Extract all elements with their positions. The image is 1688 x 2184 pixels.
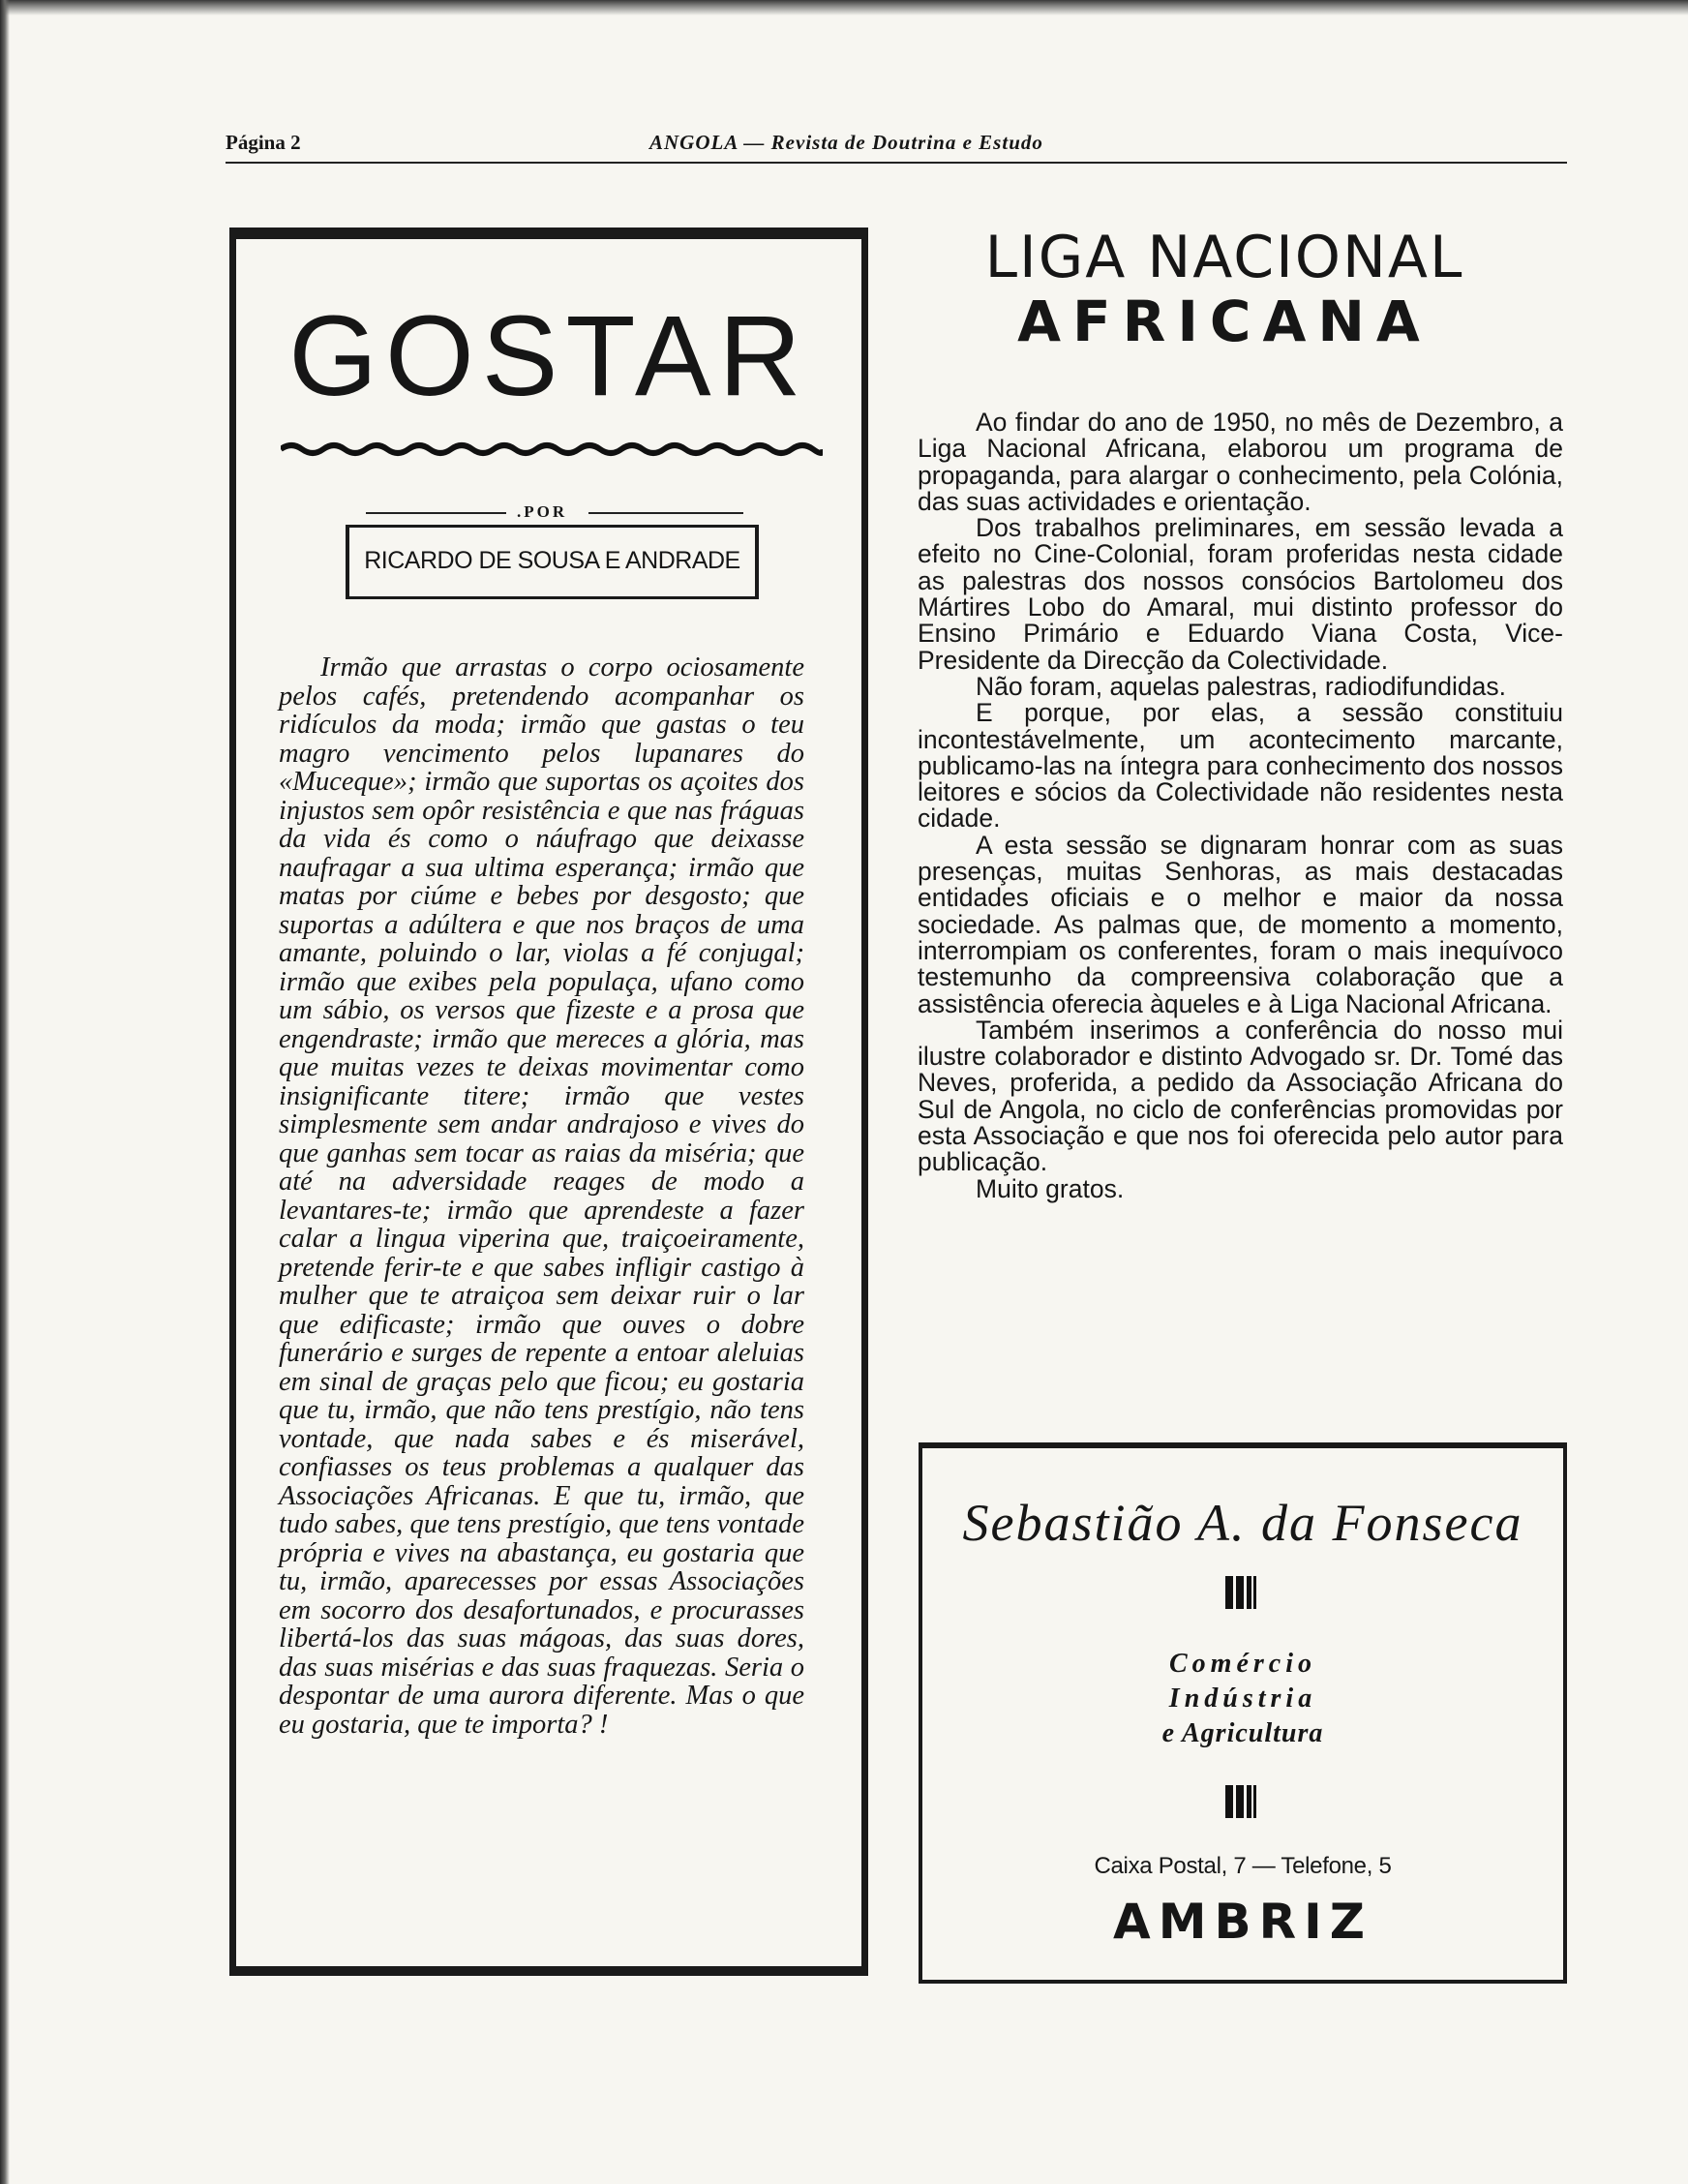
page-header [226,129,1567,164]
gostar-article-box [229,228,868,1976]
paragraph: Muito gratos. [976,1173,1125,1203]
paragraph: Também inserimos a conferência do nosso mui ilustre colaborador e distinto Advogado sr. Dr. Tomé das Neves, proferida, a pedido da Associação Africana do Sul de Angola, no ciclo de conferências promovidas por esta Associação e que nos foi oferecida pelo autor para publicação. [918,1015,1563,1177]
business-lines [922,1647,1563,1751]
business-line: Indústria [1168,1684,1317,1714]
scan-edge-top [0,0,1688,15]
liga-title-line1: LIGA NACIONAL [984,224,1464,291]
article-body: Irmão que arrastas o corpo ociosamente pelos cafés, pretendendo acompanhar os ridículos da moda; irmão que gastas o teu magro vencimento pelos lupanares do «Muceque»; irmão que suportas os açoites dos injustos sem opôr resistência e que nas fráguas da vida és como o náufrago que deixasse naufragar a sua ultima esperança; irmão que matas por ciúme e bebes por desgosto; que suportas a adúltera e que nos braços de uma amante, poluindo o lar, violas a fé conjugal; irmão que exibes pela populaça, ufano como um sábio, os versos que fizeste e a prosa que engendraste; irmão que mereces a glória, mas que muitas vezes te deixas movimentar como insignificante titere; irmão que vestes simplesmente sem andar andrajoso e vives do que ganhas sem tocar as raias da miséria; que até na adversidade reages de modo a levantares-te; irmão que aprendeste a fazer calar a lingua viperina que, traiçoeiramente, pretende ferir-te e que sabes infligir castigo à mulher que te atraiçoa sem deixar ruir o lar que edificaste; irmão que ouves o dobre funerário e surges de repente a entoar aleluias em sinal de graças pelo que ficou; eu gostaria que tu, irmão, que não tens prestígio, não tens vontade, que nada sabes e és miserável, confiasses os teus problemas a qualquer das Associações Africanas. E que tu, irmão, que tudo sabes, que tens prestígio, que tens vontade própria e vives na abastança, eu gostaria que tu, irmão, aparecesses por essas Associações em socorro dos desafortunados, e procurasses libertá-los das suas mágoas, das suas dores, das suas misérias e das suas fraquezas. Seria o despontar de uma aurora diferente. Mas o que eu gostaria, que te importa? ! [279,652,804,1740]
advertiser-name: Sebastião A. da Fonseca [962,1494,1523,1552]
business-line: e Agricultura [1161,1718,1324,1748]
byline-rule-left [366,512,506,514]
advertiser-contact: Caixa Postal, 7 — Telefone, 5 [1094,1853,1392,1879]
byline-rule-right [588,512,743,514]
paragraph: E porque, por elas, a sessão constituiu incontestávelmente, um acontecimento marcante, publicamo-las na íntegra para conhecimento dos nossos leitores e sócios da Colectividade não residentes nesta cidade. [918,698,1563,834]
scan-edge-left [0,0,10,2184]
byline-prefix: .POR [517,502,568,521]
liga-title-line2: AFRICANA [1017,288,1432,354]
article-title: GOSTAR [288,292,809,420]
business-line: Comércio [1169,1649,1316,1679]
advertisement-box [919,1442,1567,1984]
wavy-divider [281,440,823,458]
author-name: RICARDO DE SOUSA E ANDRADE [346,525,759,599]
paragraph: Ao findar do ano de 1950, no mês de Dezembro, a Liga Nacional Africana, elaborou um programa de propaganda, para alargar o conhecimento, pela Colónia, das suas actividades e orientação. [918,408,1563,516]
page-number: Página 2 [226,131,301,154]
paragraph: A esta sessão se dignaram honrar com as suas presenças, muitas Senhoras, as mais destacadas entidades oficiais e o melhor e maior da nossa sociedade. As palmas que, de momento a momento, interrompiam os conferentes, foram o mais inequívoco testemunho da compreensiva colaboração que a assistência oferecia àqueles e à Liga Nacional Africana. [918,830,1563,1018]
advertiser-city: AMBRIZ [1113,1894,1372,1950]
paragraph: Dos trabalhos preliminares, em sessão levada a efeito no Cine-Colonial, foram proferidas nesta cidade as palestras dos nossos consócios Bartolomeu dos Mártires Lobo do Amaral, mui distinto professor do Ensino Primário e Eduardo Viana Costa, Vice-Presidente da Direcção da Colectividade. [918,513,1563,675]
ornament-bars-icon [1225,1785,1258,1818]
ornament-bars-icon [1225,1576,1258,1609]
journal-title: ANGOLA — Revista de Doutrina e Estudo [649,131,1043,154]
paragraph: Não foram, aquelas palestras, radiodifundidas. [976,671,1506,701]
liga-article-body [918,410,1563,1202]
